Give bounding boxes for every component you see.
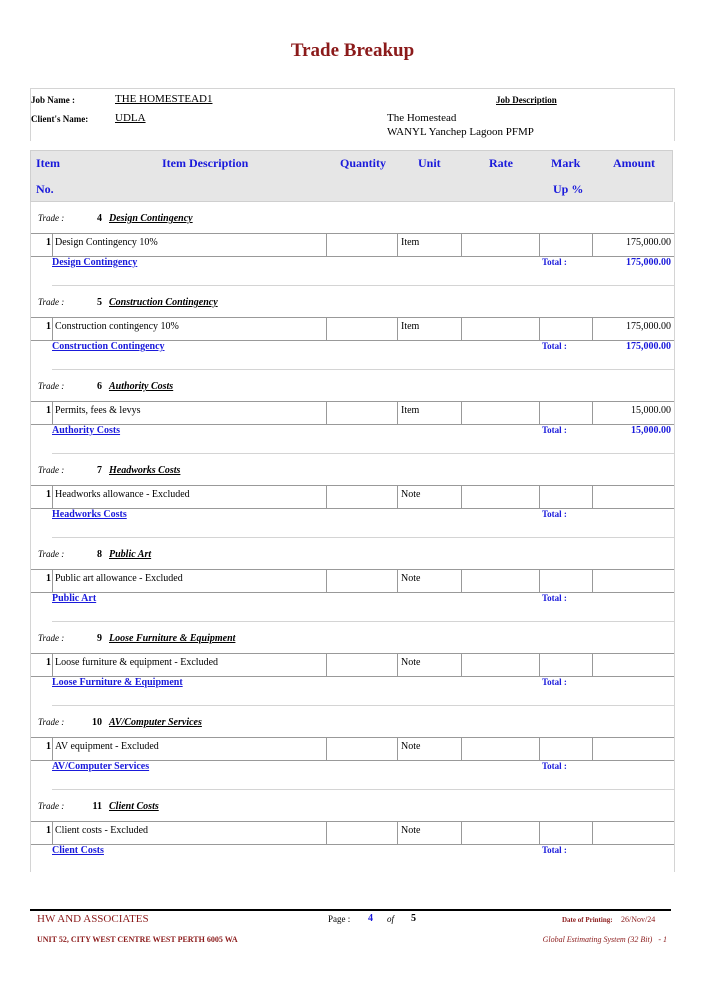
job-description-line2: WANYL Yanchep Lagoon PFMP: [387, 126, 534, 138]
item-description: Loose furniture & equipment - Excluded: [55, 657, 219, 668]
item-description: Permits, fees & levys: [55, 405, 141, 416]
table-row: [31, 569, 674, 593]
print-date: 26/Nov/24: [621, 915, 656, 924]
total-label: Total :: [542, 425, 567, 435]
total-pages: 5: [411, 913, 416, 924]
trade-name: Construction Contingency: [109, 297, 218, 308]
footer-company: HW AND ASSOCIATES: [37, 913, 149, 925]
trade-subtotal-link[interactable]: AV/Computer Services: [52, 761, 150, 772]
trade-number: 5: [97, 297, 102, 308]
trade-section-construction-contingency: [31, 286, 674, 370]
trade-subtotal-link[interactable]: Loose Furniture & Equipment: [52, 677, 183, 688]
trade-name: Loose Furniture & Equipment: [109, 633, 236, 644]
trade-subtotal-link[interactable]: Design Contingency: [52, 257, 138, 268]
trade-total-amount: 175,000.00: [626, 341, 671, 352]
item-amount: 175,000.00: [626, 321, 671, 332]
item-number: 1: [46, 405, 51, 416]
item-unit: Item: [401, 321, 420, 332]
col-markup-pct: Up %: [553, 182, 584, 196]
item-amount: 175,000.00: [626, 237, 671, 248]
trade-number: 7: [97, 465, 102, 476]
trade-section-public-art: [31, 538, 674, 622]
trade-section-loose-furniture: [31, 622, 674, 706]
col-item-description: Item Description: [162, 156, 249, 170]
trade-subtotal-link[interactable]: Headworks Costs: [52, 509, 127, 520]
trade-subtotal-link[interactable]: Authority Costs: [52, 425, 121, 436]
item-number: 1: [46, 657, 51, 668]
page-label: Page :: [328, 914, 351, 924]
trade-label: Trade :: [38, 213, 65, 223]
trade-number: 11: [92, 801, 102, 812]
item-description: Design Contingency 10%: [55, 237, 158, 248]
trade-number: 10: [92, 717, 102, 728]
trade-label: Trade :: [38, 465, 65, 475]
job-info-box: [30, 88, 675, 141]
trade-section-client-costs: [31, 790, 674, 874]
trade-name: Client Costs: [109, 801, 159, 812]
total-label: Total :: [542, 341, 567, 351]
table-row: [31, 401, 674, 425]
item-unit: Item: [401, 405, 420, 416]
total-label: Total :: [542, 761, 567, 771]
item-description: Construction contingency 10%: [55, 321, 179, 332]
trade-section-authority-costs: [31, 370, 674, 454]
trade-section-design-contingency: [31, 202, 674, 286]
col-unit: Unit: [418, 156, 441, 170]
job-name-value: THE HOMESTEAD1: [115, 93, 213, 105]
trade-label: Trade :: [38, 717, 65, 727]
item-description: AV equipment - Excluded: [55, 741, 159, 752]
trade-name: Design Contingency: [109, 213, 193, 224]
trade-subtotal-link[interactable]: Public Art: [52, 593, 97, 604]
table-row: [31, 821, 674, 845]
trade-section-headworks-costs: [31, 454, 674, 538]
col-amount: Amount: [613, 156, 656, 170]
trade-label: Trade :: [38, 801, 65, 811]
trade-name: AV/Computer Services: [109, 717, 202, 728]
col-item: Item: [36, 156, 60, 170]
trade-name: Headworks Costs: [109, 465, 181, 476]
item-number: 1: [46, 825, 51, 836]
trade-list: [30, 202, 675, 872]
total-label: Total :: [542, 509, 567, 519]
of-label: of: [387, 914, 395, 924]
trade-number: 4: [97, 213, 102, 224]
trade-label: Trade :: [38, 633, 65, 643]
item-number: 1: [46, 489, 51, 500]
trade-label: Trade :: [38, 549, 65, 559]
column-header-bar: [30, 150, 673, 202]
footer-address: UNIT 52, CITY WEST CENTRE WEST PERTH 6005 WA: [37, 935, 238, 944]
job-name-label: Job Name :: [31, 95, 75, 105]
item-number: 1: [46, 573, 51, 584]
col-item-no: No.: [36, 182, 54, 196]
table-row: [31, 317, 674, 341]
item-unit: Note: [401, 741, 421, 752]
total-label: Total :: [542, 845, 567, 855]
table-row: [31, 737, 674, 761]
total-label: Total :: [542, 257, 567, 267]
client-name-value: UDLA: [115, 112, 146, 124]
table-row: [31, 233, 674, 257]
trade-number: 6: [97, 381, 102, 392]
table-row: [31, 485, 674, 509]
footer-divider: [30, 909, 671, 911]
item-number: 1: [46, 237, 51, 248]
item-number: 1: [46, 321, 51, 332]
item-description: Headworks allowance - Excluded: [55, 489, 190, 500]
item-number: 1: [46, 741, 51, 752]
trade-label: Trade :: [38, 381, 65, 391]
trade-label: Trade :: [38, 297, 65, 307]
col-quantity: Quantity: [340, 156, 387, 170]
trade-number: 8: [97, 549, 102, 560]
trade-subtotal-link[interactable]: Construction Contingency: [52, 341, 165, 352]
trade-total-amount: 15,000.00: [631, 425, 671, 436]
system-name: Global Estimating System (32 Bit) - 1: [542, 935, 667, 944]
total-label: Total :: [542, 593, 567, 603]
item-unit: Item: [401, 237, 420, 248]
trade-subtotal-link[interactable]: Client Costs: [52, 845, 104, 856]
job-description-line1: The Homestead: [387, 112, 457, 124]
item-unit: Note: [401, 657, 421, 668]
date-label: Date of Printing:: [562, 916, 613, 924]
item-description: Client costs - Excluded: [55, 825, 149, 836]
col-rate: Rate: [489, 156, 513, 170]
total-label: Total :: [542, 677, 567, 687]
trade-total-amount: 175,000.00: [626, 257, 671, 268]
trade-section-av-computer: [31, 706, 674, 790]
item-description: Public art allowance - Excluded: [55, 573, 183, 584]
item-unit: Note: [401, 573, 421, 584]
trade-name: Public Art: [109, 549, 152, 560]
col-markup: Mark: [551, 156, 581, 170]
table-row: [31, 653, 674, 677]
item-unit: Note: [401, 489, 421, 500]
client-name-label: Client's Name:: [31, 114, 89, 124]
trade-name: Authority Costs: [109, 381, 174, 392]
job-description-label: Job Description: [496, 95, 557, 105]
item-amount: 15,000.00: [631, 405, 671, 416]
trade-number: 9: [97, 633, 102, 644]
page-number: 4: [368, 913, 373, 924]
item-unit: Note: [401, 825, 421, 836]
page-title: Trade Breakup: [290, 40, 415, 61]
